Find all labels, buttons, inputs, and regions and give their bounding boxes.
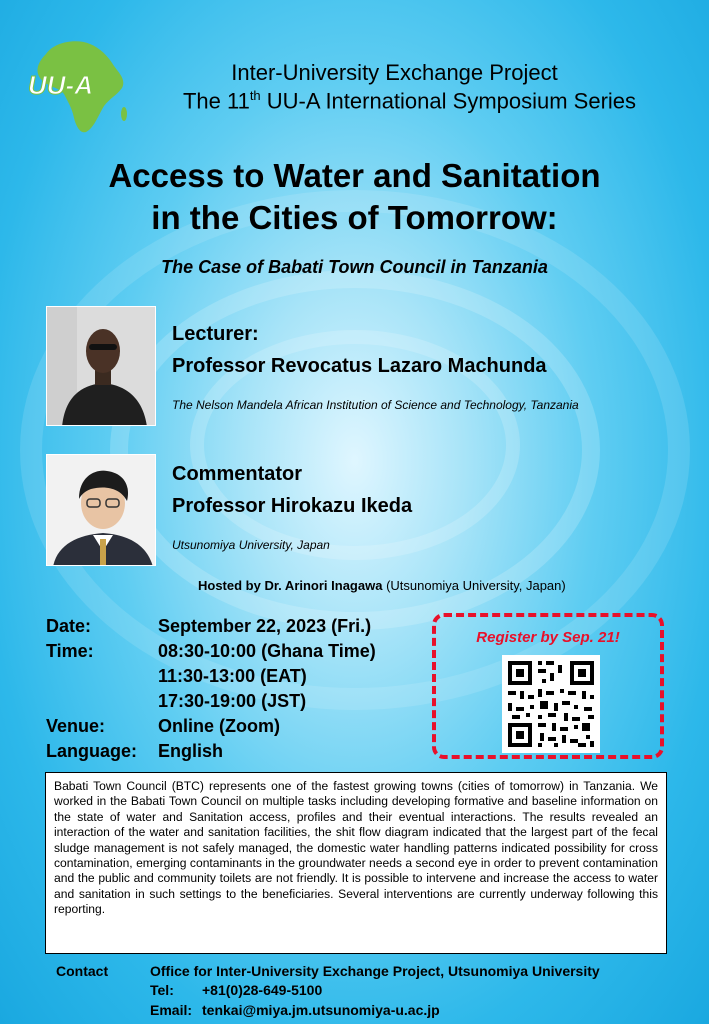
date-value: September 22, 2023 (Fri.) xyxy=(158,616,372,636)
date-label: Date: xyxy=(46,616,92,636)
contact-tel: Tel: +81(0)28-649-5100 xyxy=(150,982,323,998)
project-name: Inter-University Exchange Project xyxy=(231,60,558,85)
series-name: The 11th UU-A International Symposium Series xyxy=(182,88,637,114)
time-value-ghana: 08:30-10:00 (Ghana Time) xyxy=(158,641,376,661)
time-label: Time: xyxy=(46,641,94,661)
commentator-role: Commentator xyxy=(172,463,303,485)
time-value-jst: 17:30-19:00 (JST) xyxy=(158,691,307,711)
time-value-eat: 11:30-13:00 (EAT) xyxy=(158,666,307,686)
commentator-affiliation: Utsunomiya University, Japan xyxy=(172,538,330,552)
logo-text: UU-A xyxy=(28,70,93,100)
commentator-name: Professor Hirokazu Ikeda xyxy=(172,495,413,517)
register-deadline: Register by Sep. 21! xyxy=(476,629,620,646)
uua-logo xyxy=(24,36,130,136)
host-info: Hosted by Dr. Arinori Inagawa (Utsunomiya University, Japan) xyxy=(198,578,566,593)
language-label: Language: xyxy=(46,741,138,761)
abstract-text: Babati Town Council (BTC) represents one of the fastest growing towns (cities of tomorrow) in Tanzania. We worked in the Babati Town Council on multiple tasks including developing formative and baseline information on the state of water and Sanitation access, profiles and their eventual interactions. The results revealed an interaction of the water and sanitation facilities, the shit flow diagram indicated that the largest part of the fecal sludge management is not safely managed, the domestic water handling patterns indicated possibility for cross contamination, emerging contaminants in the groundwater needs a second eye in order to prevent contamination and the public and community toilets are not friendly. It is possible to intervene and increase the access to water and sanitation in such settings to the beneficiaries. Several interventions are currently underway following this reporting. xyxy=(45,772,667,954)
lecturer-role: Lecturer: xyxy=(172,323,259,345)
person-silhouette-icon xyxy=(47,307,156,426)
qr-code-icon xyxy=(502,655,600,753)
lecturer-photo xyxy=(46,306,156,426)
commentator-photo xyxy=(46,454,156,566)
lecturer-name: Professor Revocatus Lazaro Machunda xyxy=(172,355,547,377)
contact-office: Office for Inter-University Exchange Project, Utsunomiya University xyxy=(150,963,600,979)
venue-value: Online (Zoom) xyxy=(158,716,280,736)
registration-box xyxy=(432,613,664,759)
language-value: English xyxy=(158,741,224,761)
contact-email: Email: tenkai@miya.jm.utsunomiya-u.ac.jp xyxy=(150,1002,440,1018)
lecturer-affiliation: The Nelson Mandela African Institution of Science and Technology, Tanzania xyxy=(172,398,579,412)
africa-map-icon xyxy=(24,36,130,136)
tel-value[interactable]: +81(0)28-649-5100 xyxy=(202,982,323,998)
email-link[interactable]: tenkai@miya.jm.utsunomiya-u.ac.jp xyxy=(202,1002,440,1018)
person-silhouette-icon xyxy=(47,455,156,566)
symposium-title: Access to Water and Sanitation in the Cities of Tomorrow: xyxy=(108,157,601,236)
venue-label: Venue: xyxy=(46,716,106,736)
registration-qr-code[interactable] xyxy=(502,655,600,753)
symposium-subtitle: The Case of Babati Town Council in Tanzania xyxy=(161,257,548,277)
contact-label: Contact xyxy=(56,963,109,979)
